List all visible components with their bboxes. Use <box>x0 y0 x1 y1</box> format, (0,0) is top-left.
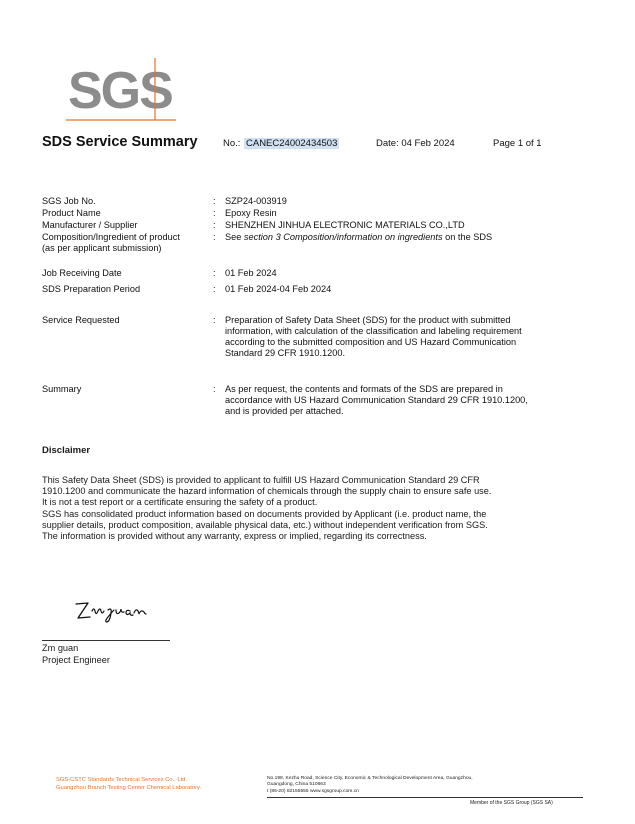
field-label: SDS Preparation Period <box>42 284 141 294</box>
field-value: 01 Feb 2024-04 Feb 2024 <box>225 284 332 294</box>
field-label: Service Requested <box>42 315 120 325</box>
page-number: Page 1 of 1 <box>493 138 542 149</box>
field-value <box>225 232 610 243</box>
signer-role: Project Engineer <box>42 655 110 665</box>
signature-line <box>42 640 170 641</box>
field-colon: : <box>213 268 216 278</box>
value-line: and is provided per attached. <box>225 406 344 416</box>
field-colon: : <box>213 315 216 325</box>
footer-line: Guangzhou Branch Testing Center Chemical Laboratory. <box>56 784 202 791</box>
value-line: information, with calculation of the classification and labeling requirement <box>225 326 522 336</box>
field-colon: : <box>213 284 216 294</box>
field-colon: : <box>213 196 216 206</box>
footer-divider <box>267 797 583 798</box>
field-value <box>225 315 610 359</box>
issue-date: Date: 04 Feb 2024 <box>376 138 455 149</box>
sgs-logo <box>66 58 176 124</box>
field-label: Job Receiving Date <box>42 268 122 278</box>
value-line: As per request, the contents and formats of the SDS are prepared in <box>225 384 503 394</box>
field-label-line: Composition/Ingredient of product <box>42 232 180 242</box>
footer-line: Guangdong, China 510663 <box>267 782 326 788</box>
field-colon: : <box>213 208 216 218</box>
field-label: Manufacturer / Supplier <box>42 220 138 230</box>
field-colon: : <box>213 220 216 230</box>
field-label <box>42 232 207 254</box>
field-colon: : <box>213 232 216 242</box>
disclaimer-line: The information is provided without any warranty, express or implied, regarding its correctness. <box>42 531 427 542</box>
number-value: CANEC24002434503 <box>246 138 338 149</box>
field-value: Epoxy Resin <box>225 208 277 218</box>
value-line: accordance with US Hazard Communication Standard 29 CFR 1910.1200, <box>225 395 528 405</box>
field-colon: : <box>213 384 216 394</box>
disclaimer-body <box>42 475 582 542</box>
signer-name: Zm guan <box>42 643 79 653</box>
disclaimer-line: 1910.1200 and communicate the hazard information of chemicals through the supply chain to ensure safe use. <box>42 486 492 497</box>
field-label: Summary <box>42 384 82 394</box>
disclaimer-line: This Safety Data Sheet (SDS) is provided to applicant to fulfill US Hazard Communication Standard 29 CFR <box>42 475 480 485</box>
footer-member: Member of the SGS Group (SGS SA) <box>470 800 553 806</box>
value-line: Standard 29 CFR 1910.1200. <box>225 348 346 358</box>
footer-line: No.198, Kezhu Road, Science City, Economic & Technological Development Area, Guangzhou, <box>267 776 473 781</box>
footer-line: t (86-20) 82155555 www.sgsgroup.com.cn <box>267 788 359 794</box>
disclaimer-line: SGS has consolidated product information based on documents provided by Applicant (i.e. product name, the <box>42 508 487 519</box>
footer-company <box>56 777 201 792</box>
handwritten-signature <box>72 594 162 626</box>
footer-address <box>267 776 473 795</box>
field-value: SHENZHEN JINHUA ELECTRONIC MATERIALS CO.,LTD <box>225 220 465 230</box>
field-value: 01 Feb 2024 <box>225 268 277 278</box>
value-italic: section 3 Composition/information on ingredients <box>243 232 443 242</box>
field-label-line: (as per applicant submission) <box>42 243 162 253</box>
value-suffix: on the SDS <box>442 232 493 242</box>
document-title: SDS Service Summary <box>42 134 198 150</box>
logo-text: SGS <box>68 62 172 120</box>
value-line: according to the submitted composition and US Hazard Communication <box>225 337 517 347</box>
disclaimer-heading: Disclaimer <box>42 445 91 456</box>
disclaimer-line: It is not a test report or a certificate ensuring the safety of a product. <box>42 497 318 508</box>
value-prefix: See <box>225 232 244 242</box>
footer-line: SGS-CSTC Standards Technical Services Co., Ltd. <box>56 777 188 783</box>
field-label: Product Name <box>42 208 101 218</box>
field-label: SGS Job No. <box>42 196 96 206</box>
disclaimer-line: supplier details, product composition, available physical data, etc.) without independent verification from SGS. <box>42 519 488 530</box>
value-line: Preparation of Safety Data Sheet (SDS) for the product with submitted <box>225 315 511 325</box>
number-label: No.: <box>223 138 241 149</box>
field-value <box>225 384 610 417</box>
field-value: SZP24-003919 <box>225 196 287 206</box>
